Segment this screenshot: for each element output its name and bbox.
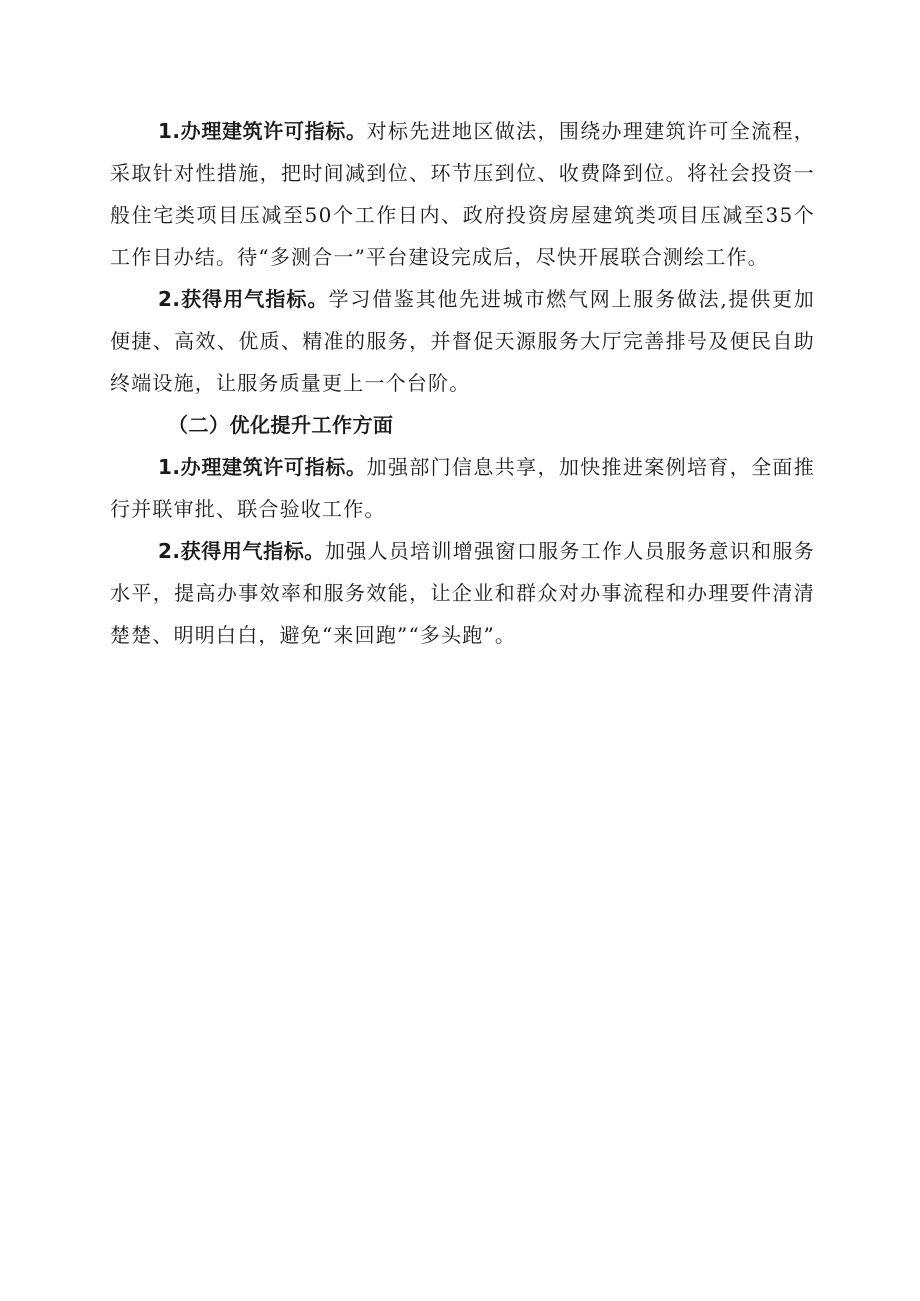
paragraph-body: 对标先进地区做法，围绕办理建筑许可全流程，采取针对性措施，把时间减到位、环节压到位、收费降到位。将社会投资一般住宅类项目压减至50个工作日内、政府投资房屋建筑类项目压减至35个工作日办结。待“多测合一”平台建设完成后，尽快开展联合测绘工作。 <box>110 119 815 269</box>
paragraph-body: 学习借鉴其他先进城市燃气网上服务做法,提供更加便捷、高效、优质、精准的服务，并督促天源服务大厅完善排号及便民自助终端设施，让服务质量更上一个台阶。 <box>110 287 815 395</box>
paragraph-lead: 2.获得用气指标。 <box>158 539 325 563</box>
paragraph-lead: 1.办理建筑许可指标。 <box>158 119 367 143</box>
paragraph-gas-access <box>110 278 815 404</box>
paragraph-lead: 1.办理建筑许可指标。 <box>158 455 367 479</box>
paragraph-body: 加强人员培训增强窗口服务工作人员服务意识和服务水平，提高办事效率和服务效能，让企业和群众对办事流程和办理要件清清楚楚、明明白白，避免“来回跑”“多头跑”。 <box>110 539 815 647</box>
paragraph-gas-access-optimize <box>110 530 815 656</box>
document-body <box>110 110 815 656</box>
paragraph-building-permit <box>110 110 815 278</box>
section-heading: （二）优化提升工作方面 <box>168 413 394 437</box>
paragraph-body: 加强部门信息共享，加快推进案例培育，全面推行并联审批、联合验收工作。 <box>110 455 815 521</box>
paragraph-building-permit-optimize <box>110 446 815 530</box>
paragraph-lead: 2.获得用气指标。 <box>158 287 329 311</box>
